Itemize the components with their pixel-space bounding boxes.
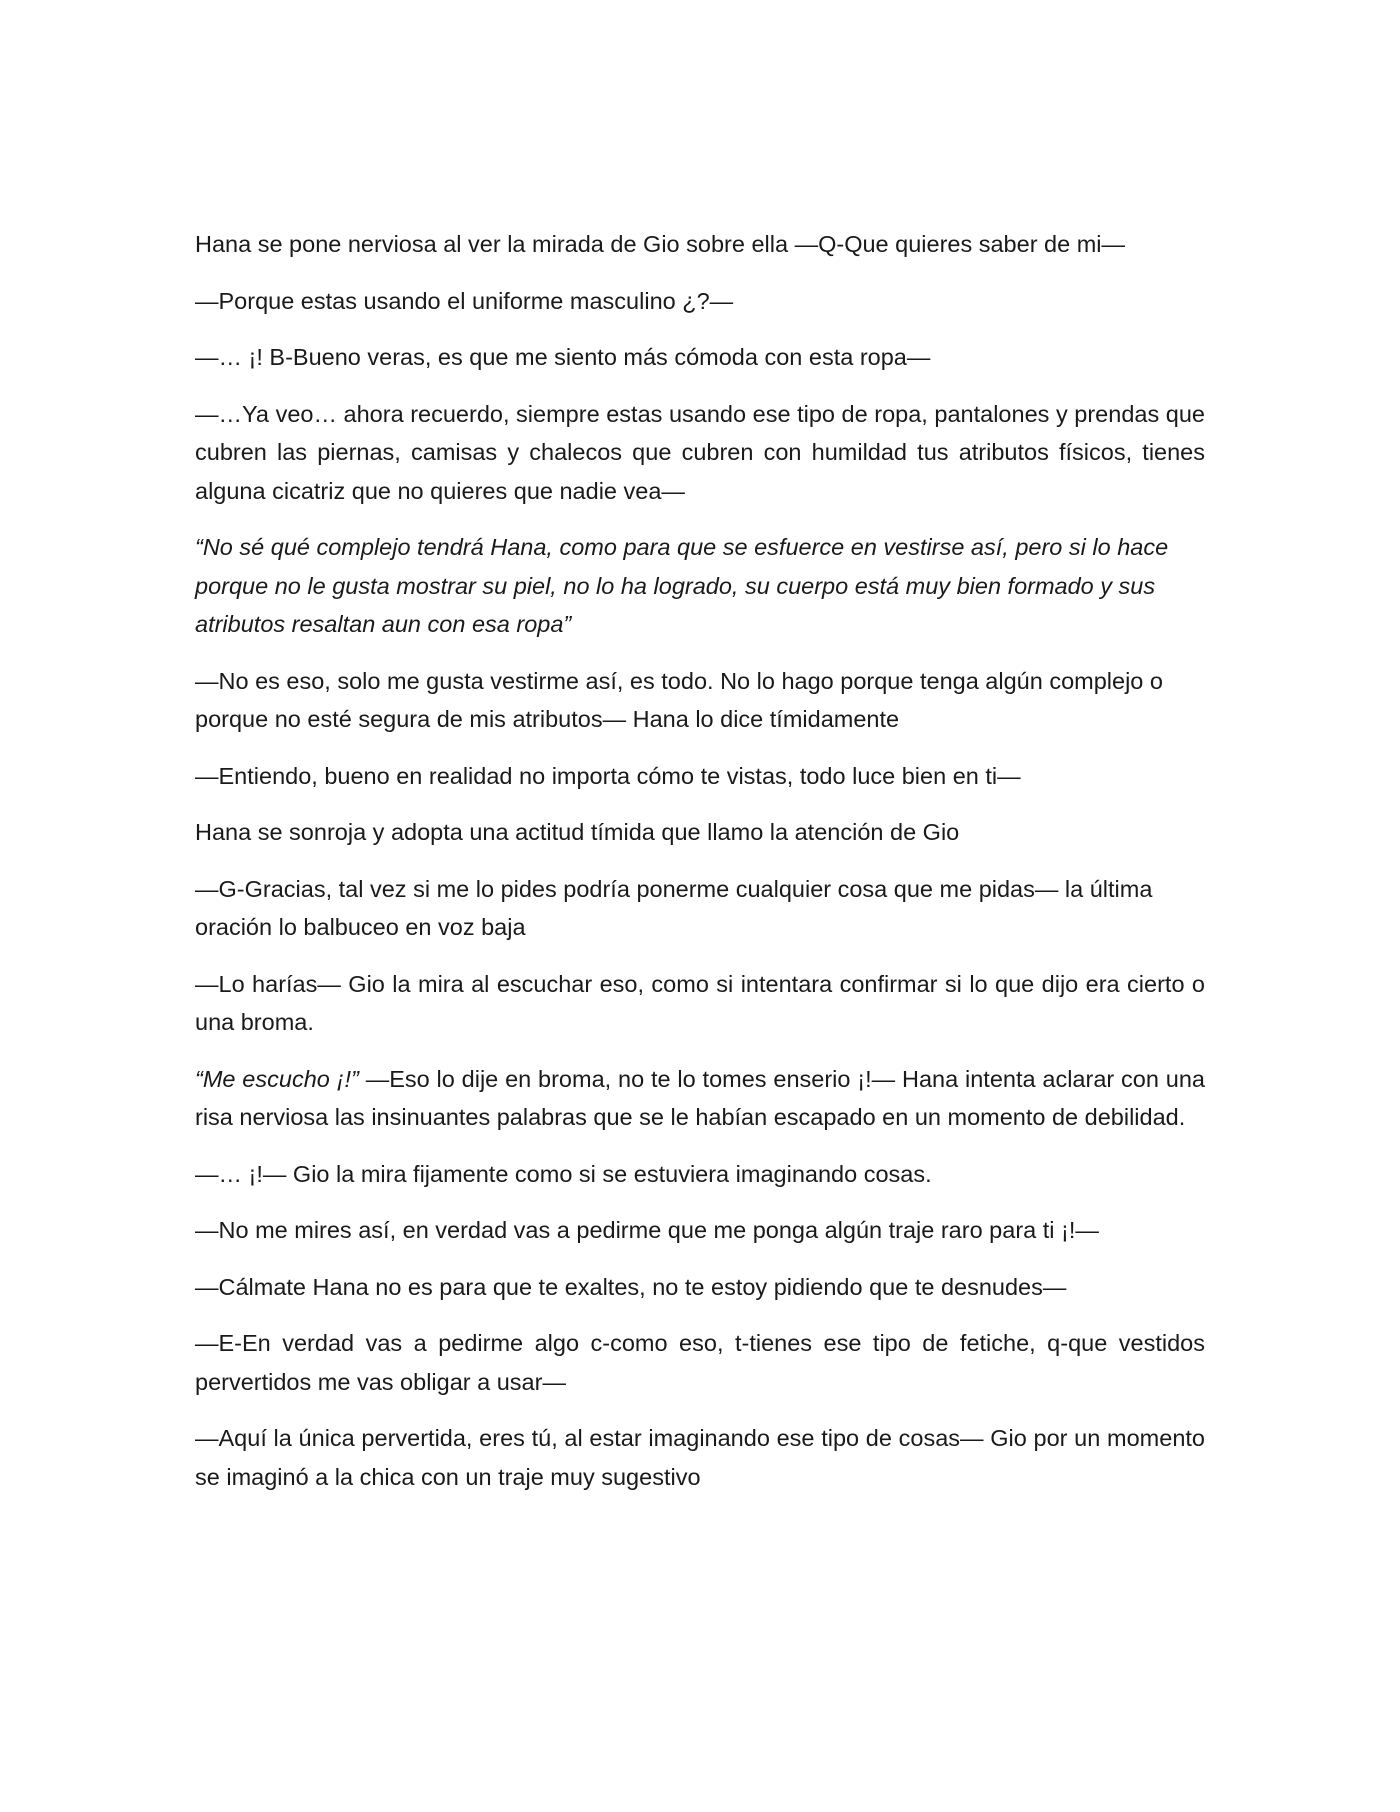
paragraph-12: —… ¡!— Gio la mira fijamente como si se estuviera imaginando cosas. <box>195 1160 932 1187</box>
paragraph-11-text: —Eso lo dije en broma, no te lo tomes enserio ¡!— Hana intenta aclarar con una risa nerviosa las insinuantes palabras que se le habían escapado en un momento de debilidad. <box>195 1065 1205 1130</box>
paragraph-9: —G-Gracias, tal vez si me lo pides podría ponerme cualquier cosa que me pidas— la última oración lo balbuceo en voz baja <box>195 875 1153 940</box>
paragraph-8: Hana se sonroja y adopta una actitud tímida que llamo la atención de Gio <box>195 819 960 845</box>
paragraph-4: —…Ya veo… ahora recuerdo, siempre estas usando ese tipo de ropa, pantalones y prendas que cubren las piernas, camisas y chalecos que cubren con humildad tus atributos físicos, tienes alguna cicatriz que no quieres que nadie vea— <box>195 400 1205 504</box>
paragraph-11-italic-thought: “Me escucho ¡!” <box>195 1065 359 1092</box>
paragraph-14: —Cálmate Hana no es para que te exaltes, no te estoy pidiendo que te desnudes— <box>195 1273 1067 1300</box>
document-page <box>195 225 1205 1514</box>
paragraph-3: —… ¡! B-Bueno veras, es que me siento más cómoda con esta ropa— <box>195 344 931 370</box>
paragraph-1: Hana se pone nerviosa al ver la mirada de Gio sobre ella —Q-Que quieres saber de mi— <box>195 231 1126 257</box>
paragraph-10: —Lo harías— Gio la mira al escuchar eso, como si intentara confirmar si lo que dijo era cierto o una broma. <box>195 970 1205 1035</box>
paragraph-13: —No me mires así, en verdad vas a pedirme que me ponga algún traje raro para ti ¡!— <box>195 1217 1099 1243</box>
paragraph-5-thought: “No sé qué complejo tendrá Hana, como para que se esfuerce en vestirse así, pero si lo hace porque no le gusta mostrar su piel, no lo ha logrado, su cuerpo está muy bien formado y sus atributos resaltan aun con esa ropa” <box>195 534 1169 637</box>
paragraph-11 <box>195 1060 1205 1137</box>
paragraph-2: —Porque estas usando el uniforme masculino ¿?— <box>195 287 734 314</box>
paragraph-7: —Entiendo, bueno en realidad no importa cómo te vistas, todo luce bien en ti— <box>195 762 1021 789</box>
paragraph-15: —E-En verdad vas a pedirme algo c-como eso, t-tienes ese tipo de fetiche, q-que vestidos pervertidos me vas obligar a usar— <box>195 1330 1205 1395</box>
paragraph-16: —Aquí la única pervertida, eres tú, al estar imaginando ese tipo de cosas— Gio por un momento se imaginó a la chica con un traje muy sugestivo <box>195 1425 1205 1490</box>
paragraph-6: —No es eso, solo me gusta vestirme así, es todo. No lo hago porque tenga algún complejo o porque no esté segura de mis atributos— Hana lo dice tímidamente <box>195 667 1163 732</box>
